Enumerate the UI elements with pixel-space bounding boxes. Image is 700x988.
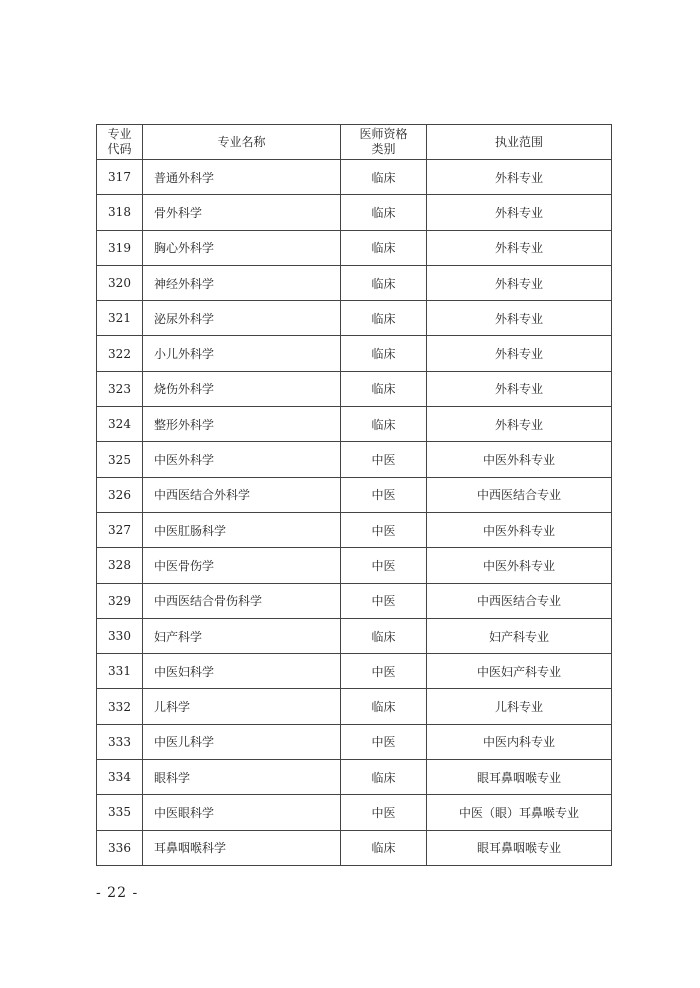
cell-type: 中医 <box>341 583 427 618</box>
cell-scope: 中医外科专业 <box>427 548 612 583</box>
cell-type: 中医 <box>341 512 427 547</box>
cell-type: 中医 <box>341 654 427 689</box>
cell-code: 328 <box>97 548 143 583</box>
cell-name: 普通外科学 <box>143 160 341 195</box>
cell-code: 334 <box>97 760 143 795</box>
cell-code: 322 <box>97 336 143 371</box>
cell-name: 骨外科学 <box>143 195 341 230</box>
table-row <box>97 160 612 195</box>
cell-name: 小儿外科学 <box>143 336 341 371</box>
table-row <box>97 477 612 512</box>
cell-type: 临床 <box>341 336 427 371</box>
header-code-line1: 专业 <box>107 127 132 141</box>
cell-code: 327 <box>97 512 143 547</box>
cell-name: 眼科学 <box>143 760 341 795</box>
cell-code: 319 <box>97 230 143 265</box>
table-header <box>97 125 612 160</box>
cell-name: 耳鼻咽喉科学 <box>143 830 341 865</box>
cell-scope: 中医妇产科专业 <box>427 654 612 689</box>
cell-type: 临床 <box>341 195 427 230</box>
table-row <box>97 265 612 300</box>
cell-code: 318 <box>97 195 143 230</box>
cell-type: 临床 <box>341 160 427 195</box>
cell-scope: 外科专业 <box>427 407 612 442</box>
cell-name: 烧伤外科学 <box>143 371 341 406</box>
cell-code: 323 <box>97 371 143 406</box>
header-scope: 执业范围 <box>427 125 612 160</box>
cell-scope: 外科专业 <box>427 336 612 371</box>
cell-code: 335 <box>97 795 143 830</box>
table-row <box>97 760 612 795</box>
table-row <box>97 654 612 689</box>
table-row <box>97 724 612 759</box>
cell-scope: 中医外科专业 <box>427 512 612 547</box>
table-row <box>97 195 612 230</box>
table-row <box>97 548 612 583</box>
cell-code: 330 <box>97 618 143 653</box>
cell-scope: 外科专业 <box>427 230 612 265</box>
cell-type: 中医 <box>341 477 427 512</box>
cell-type: 临床 <box>341 689 427 724</box>
cell-name: 妇产科学 <box>143 618 341 653</box>
cell-scope: 中医外科专业 <box>427 442 612 477</box>
header-name: 专业名称 <box>143 125 341 160</box>
page-number: - 22 - <box>96 885 139 901</box>
cell-code: 324 <box>97 407 143 442</box>
cell-type: 中医 <box>341 548 427 583</box>
cell-name: 中医儿科学 <box>143 724 341 759</box>
table-row <box>97 618 612 653</box>
cell-type: 中医 <box>341 442 427 477</box>
cell-name: 中西医结合外科学 <box>143 477 341 512</box>
cell-scope: 中医内科专业 <box>427 724 612 759</box>
cell-name: 整形外科学 <box>143 407 341 442</box>
cell-name: 中医眼科学 <box>143 795 341 830</box>
cell-type: 临床 <box>341 830 427 865</box>
cell-scope: 外科专业 <box>427 160 612 195</box>
table-row <box>97 301 612 336</box>
cell-scope: 外科专业 <box>427 265 612 300</box>
cell-name: 儿科学 <box>143 689 341 724</box>
cell-type: 中医 <box>341 795 427 830</box>
cell-code: 320 <box>97 265 143 300</box>
cell-code: 317 <box>97 160 143 195</box>
cell-code: 332 <box>97 689 143 724</box>
table-row <box>97 371 612 406</box>
cell-type: 临床 <box>341 407 427 442</box>
header-code <box>97 125 143 160</box>
cell-name: 中医外科学 <box>143 442 341 477</box>
cell-code: 326 <box>97 477 143 512</box>
table-row <box>97 512 612 547</box>
header-row <box>97 125 612 160</box>
cell-scope: 中西医结合专业 <box>427 583 612 618</box>
cell-scope: 中医（眼）耳鼻喉专业 <box>427 795 612 830</box>
header-type <box>341 125 427 160</box>
table-row <box>97 795 612 830</box>
header-code-line2: 代码 <box>107 142 132 156</box>
cell-scope: 妇产科专业 <box>427 618 612 653</box>
cell-scope: 中西医结合专业 <box>427 477 612 512</box>
cell-type: 临床 <box>341 618 427 653</box>
cell-name: 神经外科学 <box>143 265 341 300</box>
cell-scope: 外科专业 <box>427 195 612 230</box>
cell-code: 329 <box>97 583 143 618</box>
header-type-line2: 类别 <box>371 142 396 156</box>
cell-scope: 外科专业 <box>427 301 612 336</box>
cell-scope: 外科专业 <box>427 371 612 406</box>
table-row <box>97 583 612 618</box>
cell-name: 中医骨伤学 <box>143 548 341 583</box>
cell-type: 中医 <box>341 724 427 759</box>
cell-type: 临床 <box>341 230 427 265</box>
cell-type: 临床 <box>341 371 427 406</box>
cell-name: 中西医结合骨伤科学 <box>143 583 341 618</box>
table-body <box>97 160 612 866</box>
cell-name: 胸心外科学 <box>143 230 341 265</box>
cell-code: 331 <box>97 654 143 689</box>
table-row <box>97 689 612 724</box>
cell-code: 333 <box>97 724 143 759</box>
cell-scope: 眼耳鼻咽喉专业 <box>427 760 612 795</box>
cell-type: 临床 <box>341 760 427 795</box>
specialty-table <box>96 124 612 866</box>
cell-name: 中医肛肠科学 <box>143 512 341 547</box>
cell-name: 泌尿外科学 <box>143 301 341 336</box>
cell-type: 临床 <box>341 301 427 336</box>
cell-scope: 眼耳鼻咽喉专业 <box>427 830 612 865</box>
table-row <box>97 442 612 477</box>
cell-code: 325 <box>97 442 143 477</box>
table-row <box>97 336 612 371</box>
cell-code: 321 <box>97 301 143 336</box>
cell-name: 中医妇科学 <box>143 654 341 689</box>
cell-type: 临床 <box>341 265 427 300</box>
table-row <box>97 407 612 442</box>
cell-code: 336 <box>97 830 143 865</box>
table-row <box>97 830 612 865</box>
table-row <box>97 230 612 265</box>
cell-scope: 儿科专业 <box>427 689 612 724</box>
header-type-line1: 医师资格 <box>359 127 408 141</box>
